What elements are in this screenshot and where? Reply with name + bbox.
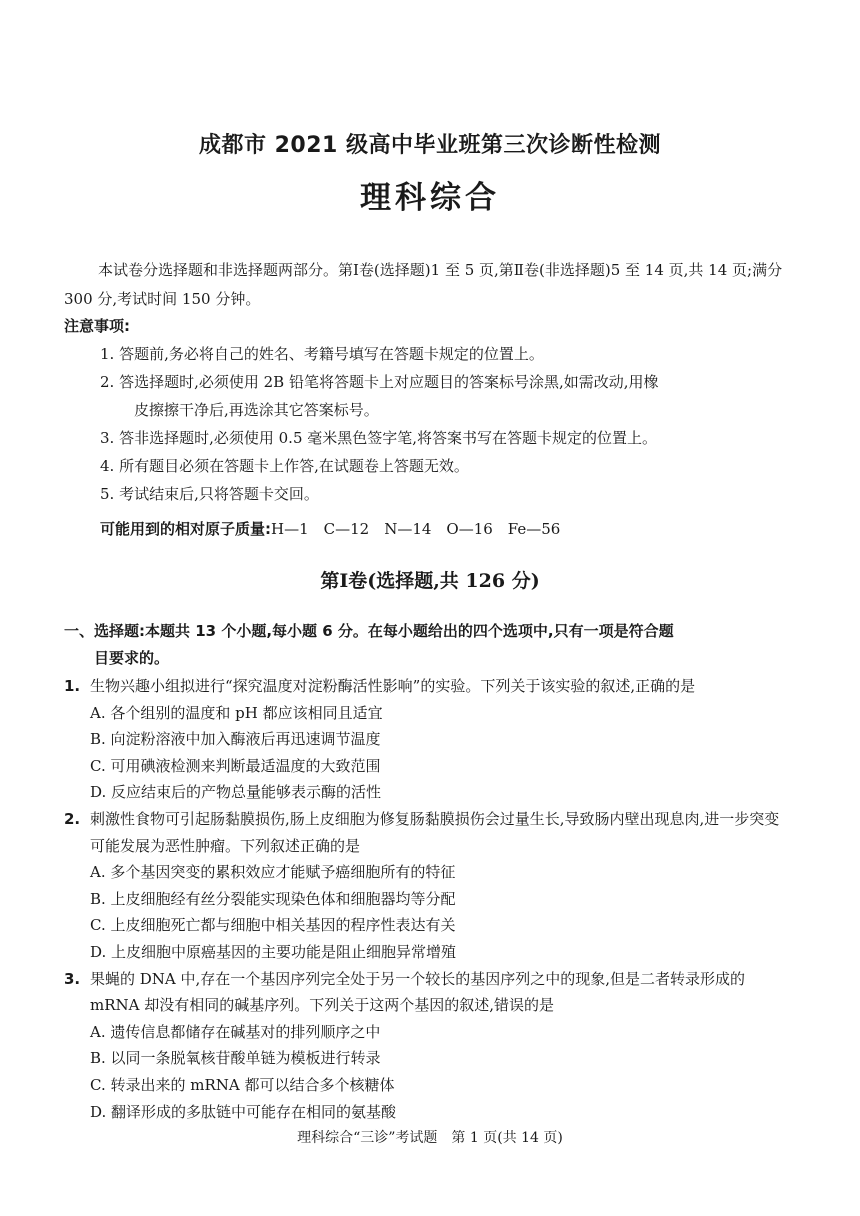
notice-item-text: 考试结束后,只将答题卡交回。 (119, 485, 319, 503)
option-c: C. 可用碘液检测来判断最适温度的大致范围 (90, 756, 381, 775)
notice-item-number: 5. (100, 485, 115, 503)
question (64, 673, 794, 806)
part-instructions-line2: 目要求的。 (94, 649, 170, 667)
option-b: B. 以同一条脱氧核苷酸单链为模板进行转录 (90, 1049, 381, 1068)
question-stem (64, 673, 794, 700)
question-text: 刺激性食物可引起肠黏膜损伤,肠上皮细胞为修复肠黏膜损伤会过量生长,导致肠内壁出现息肉,进一步突变可能发展为恶性肿瘤。下列叙述正确的是 (90, 809, 780, 855)
notice-item-text: 所有题目必须在答题卡上作答,在试题卷上答题无效。 (119, 457, 469, 475)
notice-item (100, 480, 796, 508)
question-number: 3. (64, 969, 81, 988)
notice-item-continuation: 皮擦擦干净后,再选涂其它答案标号。 (134, 401, 379, 419)
atomic-masses (100, 518, 560, 539)
option-b: B. 向淀粉溶液中加入酶液后再迅速调节温度 (90, 730, 381, 749)
notice-item (100, 368, 796, 424)
page-footer: 理科综合“三诊”考试题 第 1 页(共 14 页) (297, 1130, 563, 1146)
question-text: 果蝇的 DNA 中,存在一个基因序列完全处于另一个较长的基因序列之中的现象,但是二者转录形成的 mRNA 却没有相同的碱基序列。下列关于这两个基因的叙述,错误的是 (90, 969, 746, 1015)
option-c: C. 转录出来的 mRNA 都可以结合多个核糖体 (90, 1075, 395, 1094)
notice-item-text: 答题前,务必将自己的姓名、考籍号填写在答题卡规定的位置上。 (119, 345, 544, 363)
notice-item (100, 424, 796, 452)
option-d: D. 上皮细胞中原癌基因的主要功能是阻止细胞异常增殖 (90, 942, 457, 961)
option-b: B. 上皮细胞经有丝分裂能实现染色体和细胞器均等分配 (90, 889, 456, 908)
question-number: 2. (64, 809, 81, 828)
notice-item-text: 答选择题时,必须使用 2B 铅笔将答题卡上对应题目的答案标号涂黑,如需改动,用橡 (119, 373, 659, 391)
part-instructions-line1: 一、选择题:本题共 13 个小题,每小题 6 分。在每小题给出的四个选项中,只有一项是符合题 (64, 622, 674, 640)
atomic-masses-values: H—1 C—12 N—14 O—16 Fe—56 (271, 520, 561, 538)
option-a: A. 遗传信息都储存在碱基对的排列顺序之中 (90, 1022, 381, 1041)
notice-item (100, 340, 796, 368)
question (64, 966, 794, 1126)
part-instructions (64, 618, 794, 672)
notice-item-number: 3. (100, 429, 115, 447)
option-d: D. 翻译形成的多肽链中可能存在相同的氨基酸 (90, 1102, 397, 1121)
intro-paragraph: 本试卷分选择题和非选择题两部分。第Ⅰ卷(选择题)1 至 5 页,第Ⅱ卷(非选择题)5 至 14 页,共 14 页;满分 300 分,考试时间 150 分钟。 (64, 261, 783, 308)
option-c: C. 上皮细胞死亡都与细胞中相关基因的程序性表达有关 (90, 916, 456, 935)
question (64, 806, 794, 966)
notice-list (100, 340, 796, 508)
notice-item-number: 4. (100, 457, 115, 475)
question-text: 生物兴趣小组拟进行“探究温度对淀粉酶活性影响”的实验。下列关于该实验的叙述,正确的是 (90, 677, 696, 695)
atomic-masses-label: 可能用到的相对原子质量: (100, 520, 271, 538)
notice-item-text: 答非选择题时,必须使用 0.5 毫米黑色签字笔,将答案书写在答题卡规定的位置上。 (119, 429, 658, 447)
exam-subject: 理科综合 (360, 180, 500, 216)
question-stem (64, 966, 794, 1019)
section-title: 第Ⅰ卷(选择题,共 126 分) (320, 570, 540, 592)
option-a: A. 各个组别的温度和 pH 都应该相同且适宜 (90, 703, 383, 722)
notice-heading: 注意事项: (64, 317, 130, 335)
question-list (64, 673, 794, 1125)
notice-item (100, 452, 796, 480)
option-a: A. 多个基因突变的累积效应才能赋予癌细胞所有的特征 (90, 863, 456, 882)
notice-item-number: 1. (100, 345, 115, 363)
question-number: 1. (64, 677, 81, 695)
exam-title: 成都市 2021 级高中毕业班第三次诊断性检测 (198, 133, 662, 158)
notice-item-number: 2. (100, 373, 115, 391)
option-d: D. 反应结束后的产物总量能够表示酶的活性 (90, 783, 382, 802)
question-stem (64, 806, 794, 859)
